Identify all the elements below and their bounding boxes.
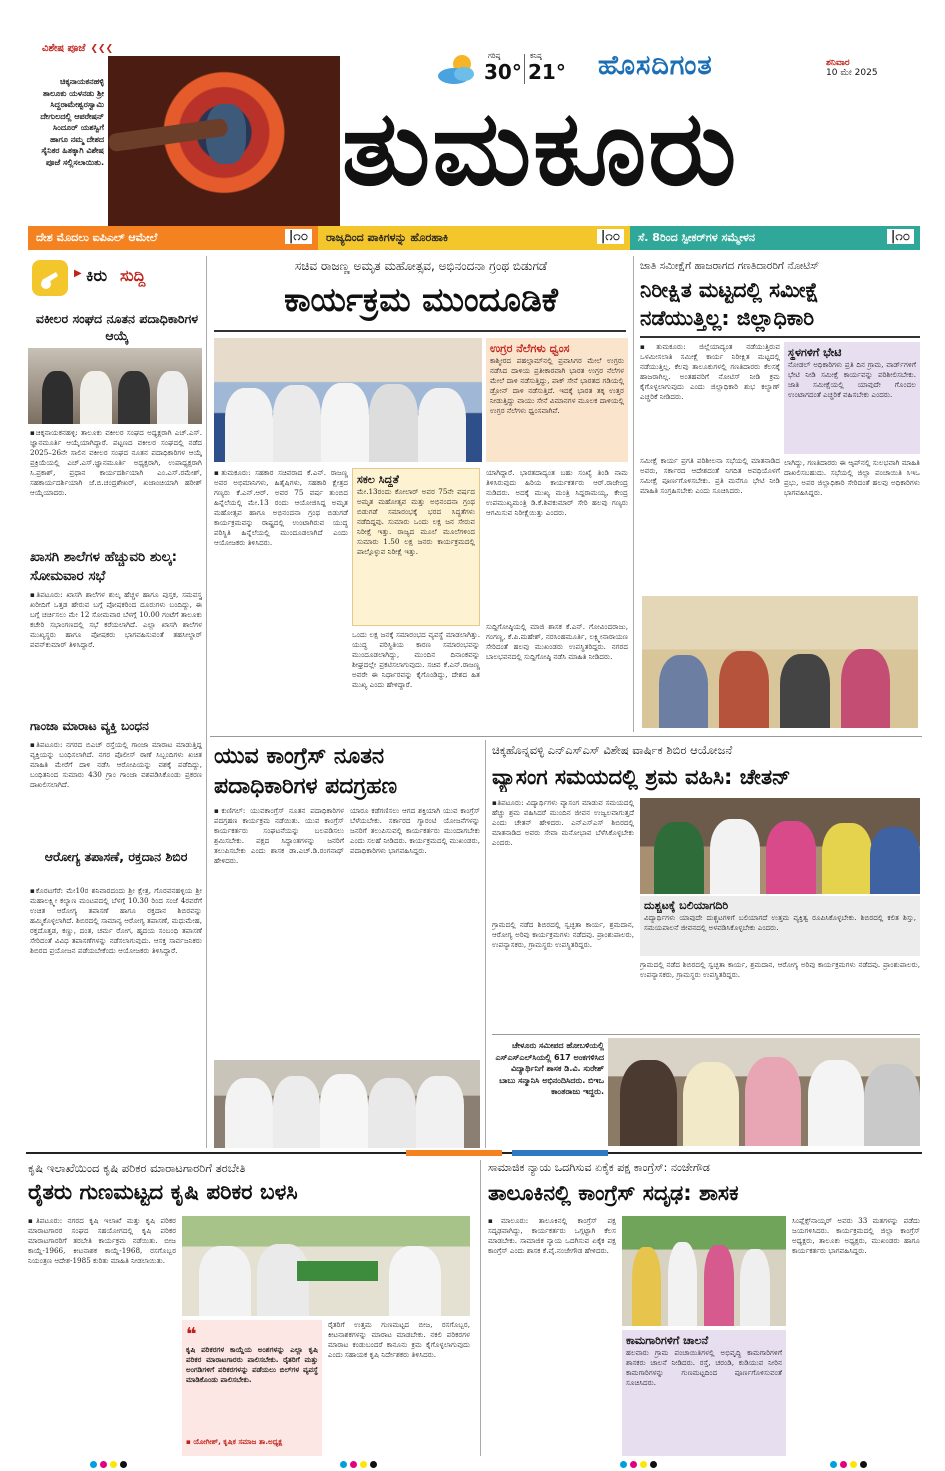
column-divider-left	[206, 256, 207, 1148]
youth-body-2: ಯಾರೂ ಕಡೆಗಣಿಸಲು ಆಗದ ಶಕ್ತಿಯಾಗಿ ಯುವ ಕಾಂಗ್ರೆಸ್ ಬೆಳೆಯಬೇಕು. ಸರ್ಕಾರದ ಗ್ಯಾರಂಟಿ ಯೋಜನೆಗಳನ್ನು ಜನರಿಗೆ ತಲುಪಿಸುವಲ್ಲಿ ಕಾರ್ಯಕರ್ತರು ಮುಂದಾಗಬೇಕು ಎಂದು ಸಲಹೆ ನೀಡಿದರು. ಕಾರ್ಯಕ್ರಮದಲ್ಲಿ ಮುಖಂಡರು, ಪದಾಧಿಕಾರಿಗಳು ಭಾಗವಹಿಸಿದ್ದರು.	[350, 806, 480, 855]
census-body-2: ಸಮೀಕ್ಷೆ ಕಾರ್ಯ ಪ್ರಗತಿ ಪರಿಶೀಲನಾ ಸಭೆಯಲ್ಲಿ ಮಾತನಾಡಿದ ಅವರು, ಸರ್ಕಾರದ ಆದೇಶದಂತೆ ನಿಗದಿತ ಅವಧಿಯೊಳಗೆ ಸಮೀಕ್ಷೆ ಪೂರ್ಣಗೊಳಿಸಬೇಕು. ಪ್ರತಿ ಮನೆಗೂ ಭೇಟಿ ನೀಡಿ ಮಾಹಿತಿ ಸಂಗ್ರಹಿಸಬೇಕು ಎಂದು ಸೂಚಿಸಿದರು.	[640, 456, 780, 495]
congress-body-2: ಸಿಂಪ್ಲೆಕ್ಸ್‌ನಾಯ್ಕರ್ ಅವರು 33 ಮತಗಳನ್ನು ಪಡೆದು ಜಯಗಳಿಸಿದರು. ಕಾರ್ಯಕ್ರಮದಲ್ಲಿ ಜಿಲ್ಲಾ ಕಾಂಗ್ರೆಸ್ ಅಧ್ಯಕ್ಷರು, ತಾಲೂಕು ಅಧ್ಯಕ್ಷರು, ಮುಖಂಡರು ಹಾಗೂ ಕಾರ್ಯಕರ್ತರು ಭಾಗವಹಿಸಿದ್ದರು.	[792, 1216, 920, 1255]
lead-headline: ಕಾರ್ಯಕ್ರಮ ಮುಂದೂಡಿಕೆ	[284, 280, 558, 319]
city-title: ತುಮಕೂರು	[342, 87, 739, 209]
kiru-suddi-header: ▶ ಕಿರು ಸುದ್ದಿ	[26, 256, 202, 300]
color-registration-marks	[90, 1460, 870, 1470]
nss-sidebar-box	[640, 896, 920, 956]
congress-story	[486, 1160, 922, 1460]
congress-sidebar-box	[622, 1330, 786, 1456]
nss-kicker: ಚಿಕ್ಕಹೊನ್ನವಳ್ಳಿ ಎನ್‌ಎಸ್‌ಎಸ್ ವಿಶೇಷ ವಾರ್ಷಿಕ ಶಿಬಿರ ಆಯೋಜನೆ	[492, 743, 733, 757]
farm-training-photo	[182, 1216, 470, 1316]
kiru-arrow-icon: ▶	[74, 268, 82, 279]
paper-logo: ಹೊಸದಿಗಂತ	[598, 50, 713, 81]
lead-story	[210, 256, 630, 732]
youth-body-1: ▪ಕುಣಿಗಲ್: ಯುವಕಾಂಗ್ರೆಸ್ ನೂತನ ಪದಾಧಿಕಾರಿಗಳ ಪದಗ್ರಹಣ ಕಾರ್ಯಕ್ರಮ ನಡೆಯಿತು. ಯುವ ಕಾಂಗ್ರೆಸ್ ಕಾರ್ಯಕರ್ತರು ಸಂಘಟನೆಯನ್ನು ಬಲಪಡಿಸಲು ಶ್ರಮಿಸಬೇಕು. ಪಕ್ಷದ ಸಿದ್ಧಾಂತಗಳನ್ನು ಜನರಿಗೆ ತಲುಪಿಸಬೇಕು ಎಂದು ಶಾಸಕ ಡಾ.ಎಚ್.ಡಿ.ರಂಗನಾಥ್ ಹೇಳಿದರು.	[214, 806, 344, 865]
student-honor-photo	[608, 1038, 920, 1146]
kiru-story-3-body: ▪ತಿಪಟೂರು: ನಗರದ ಬಿಎಚ್ ರಸ್ತೆಯಲ್ಲಿ ಗಾಂಜಾ ಮಾರಾಟ ಮಾಡುತ್ತಿದ್ದ ವ್ಯಕ್ತಿಯನ್ನು ಬಂಧಿಸಲಾಗಿದೆ. ನಗರ ಪೊಲೀಸ್ ಠಾಣೆ ಸಿಬ್ಬಂದಿಗಳು ಖಚಿತ ಮಾಹಿತಿ ಮೇರೆಗೆ ದಾಳಿ ನಡೆಸಿ ಆರೋಪಿಯನ್ನು ವಶಕ್ಕೆ ಪಡೆದಿದ್ದು, ಬಂಧಿತನಿಂದ ಸುಮಾರು 430 ಗ್ರಾಂ ಗಾಂಜಾ ವಶಪಡಿಸಿಕೊಂಡು ಪ್ರಕರಣ ದಾಖಲಿಸಲಾಗಿದೆ.	[30, 740, 202, 789]
strip-item-2[interactable]: ರಾಜ್ಯದಿಂದ ಪಾಕಿಗಳನ್ನು ಹೊರಹಾಕಿ |೧೦	[318, 226, 630, 250]
kiru-story-4-body: ▪ಕೊರಟಗೆರೆ: ಮೇ10ರ ಶನಿವಾರದಂದು ಶ್ರೀ ಕ್ಷೇತ್ರ, ಗೊರವನಹಳ್ಳಿಯ ಶ್ರೀ ಮಹಾಲಕ್ಷ್ಮೀ ಕಲ್ಯಾಣ ಮಂಟಪದಲ್ಲಿ ಬೆಳಗ್ಗೆ 10.30 ರಿಂದ ಸಂಜೆ 4ರವರೆಗೆ ಉಚಿತ ಆರೋಗ್ಯ ತಪಾಸಣೆ ಹಾಗೂ ರಕ್ತದಾನ ಶಿಬಿರವನ್ನು ಹಮ್ಮಿಕೊಳ್ಳಲಾಗಿದೆ. ಶಿಬಿರದಲ್ಲಿ ಸಾಮಾನ್ಯ ಆರೋಗ್ಯ ತಪಾಸಣೆ, ಮಧುಮೇಹ, ರಕ್ತದೊತ್ತಡ, ಕಣ್ಣು, ದಂತ, ಚರ್ಮ ರೋಗ, ಹೃದಯ ಸಂಬಂಧಿ ತಪಾಸಣೆ ಸೇರಿದಂತೆ ವಿವಿಧ ತಪಾಸಣೆಗಳನ್ನು ನಡೆಸಲಾಗುವುದು. ಆಸಕ್ತ ಸಾರ್ವಜನಿಕರು ಶಿಬಿರದ ಪ್ರಯೋಜನ ಪಡೆಯಬೇಕೆಂದು ಆಯೋಜಕರು ತಿಳಿಸಿದ್ದಾರೆ.	[30, 886, 202, 955]
farm-body-2: ರೈತರಿಗೆ ಉತ್ತಮ ಗುಣಮಟ್ಟದ ಬೀಜ, ರಸಗೊಬ್ಬರ, ಕೀಟನಾಶಕಗಳನ್ನು ಮಾರಾಟ ಮಾಡಬೇಕು. ನಕಲಿ ಪರಿಕರಗಳ ಮಾರಾಟ ಕಂಡುಬಂದರೆ ಕಾನೂನು ಕ್ರಮ ಕೈಗೊಳ್ಳಲಾಗುವುದು ಎಂದು ಸಹಾಯಕ ಕೃಷಿ ನಿರ್ದೇಶಕರು ತಿಳಿಸಿದರು.	[328, 1320, 470, 1359]
farm-story	[26, 1160, 474, 1460]
farm-headline: ರೈತರು ಗುಣಮಟ್ಟದ ಕೃಷಿ ಪರಿಕರ ಬಳಸಿ	[28, 1180, 298, 1205]
farm-body-1: ▪ತಿಪಟೂರು: ನಗರದ ಕೃಷಿ ಇಲಾಖೆ ಮತ್ತು ಕೃಷಿ ಪರಿಕರ ಮಾರಾಟಗಾರರ ಸಂಘದ ಸಹಯೋಗದಲ್ಲಿ ಕೃಷಿ ಪರಿಕರ ಮಾರಾಟಗಾರರಿಗೆ ತರಬೇತಿ ಕಾರ್ಯಕ್ರಮ ನಡೆಯಿತು. ಬೀಜ ಕಾಯ್ದೆ-1966, ಕೀಟನಾಶಕ ಕಾಯ್ದೆ-1968, ರಸಗೊಬ್ಬರ ನಿಯಂತ್ರಣ ಆದೇಶ-1985 ಕುರಿತು ಮಾಹಿತಿ ನೀಡಲಾಯಿತು.	[28, 1216, 176, 1265]
youth-headline-1: ಯುವ ಕಾಂಗ್ರೆಸ್ ನೂತನ	[214, 744, 385, 769]
congress-headline: ತಾಲೂಕಿನಲ್ಲಿ ಕಾಂಗ್ರೆಸ್ ಸದೃಢ: ಶಾಸಕ	[488, 1181, 739, 1205]
farm-quote-text: ಕೃಷಿ ಪರಿಕರಗಳ ಕಾಯ್ದೆಯ ಅಂಶಗಳನ್ನು ಎಲ್ಲಾ ಕೃಷಿ ಪರಿಕರ ಮಾರಾಟಗಾರರು ಪಾಲಿಸಬೇಕು. ರೈತರಿಗೆ ಮತ್ತು ಅಂಗಡಿಗಳಿಗೆ ಪರಿಕರಗಳನ್ನು ಪಡೆಯಲು ಬಿಲ್‌ಗಳ ವ್ಯವಸ್ಥೆ ಮಾಡಿಕೊಂಡು ಪಾಲಿಸಬೇಕು.	[186, 1345, 318, 1384]
lead-info-head: ಸಕಲ ಸಿದ್ಧತೆ	[357, 473, 399, 486]
press-meet-photo	[214, 338, 482, 462]
column-divider-youth	[485, 740, 486, 1148]
farm-quote-box	[182, 1320, 322, 1456]
census-kicker: ಜಾತಿ ಸಮೀಕ್ಷೆಗೆ ಹಾಜರಾಗದ ಗಣತಿದಾರರಿಗೆ ನೋಟಿಸ್	[640, 260, 820, 272]
nss-body-2: ಗ್ರಾಮದಲ್ಲಿ ನಡೆದ ಶಿಬಿರದಲ್ಲಿ ಸ್ವಚ್ಛತಾ ಕಾರ್ಯ, ಶ್ರಮದಾನ, ಆರೋಗ್ಯ ಅರಿವು ಕಾರ್ಯಕ್ರಮಗಳು ನಡೆದವು. ಪ್ರಾಂಶುಪಾಲರು, ಉಪನ್ಯಾಸಕರು, ಗ್ರಾಮಸ್ಥರು ಉಪಸ್ಥಿತರಿದ್ದರು.	[492, 920, 634, 949]
farm-quote-author: ▪ ಯೋಗೀಶ್, ಕೃಷಿಕ ಸಮಾಜ ತಾ.ಅಧ್ಯಕ್ಷ	[186, 1437, 283, 1446]
bar-accent-blue	[512, 1150, 608, 1156]
nss-sidebar-body: ವಿದ್ಯಾರ್ಥಿಗಳು ಯಾವುದೇ ದುಶ್ಚಟಗಳಿಗೆ ಬಲಿಯಾಗದೆ ಉತ್ತಮ ವ್ಯಕ್ತಿತ್ವ ರೂಪಿಸಿಕೊಳ್ಳಬೇಕು. ಶಿಬಿರದಲ್ಲಿ ಕಲಿತ ಶಿಸ್ತು, ಸಮಯಪಾಲನೆ ಜೀವನದಲ್ಲಿ ಅಳವಡಿಸಿಕೊಳ್ಳಬೇಕು ಎಂದರು.	[644, 913, 916, 932]
bottom-section-bar	[26, 1150, 922, 1156]
section-rule-1	[210, 736, 922, 737]
special-worship-caption: ಚಿಕ್ಕನಾಯಕನಹಳ್ಳಿ ತಾಲೂಕು ಯಳನಡು ಶ್ರೀ ಸಿದ್ದರಾಮೇಶ್ವರಸ್ವಾಮಿ ದೇಗುಲದಲ್ಲಿ ಆಪರೇಷನ್ ಸಿಂದೂರ್ ಯಶಸ್ವಿಗೆ ಹಾಗೂ ನಮ್ಮ ದೇಶದ ಸೈನಿಕರ ಹಿತಕ್ಕಾಗಿ ವಿಶೇಷ ಪೂಜೆ ಸಲ್ಲಿಸಲಾಯಿತು.	[40, 77, 104, 167]
kiru-story-3-head: ಗಾಂಜಾ ಮಾರಾಟ ವ್ಯಕ್ತಿ ಬಂಧನ	[30, 719, 149, 733]
kiru-story-1-head: ವಕೀಲರ ಸಂಘದ ನೂತನ ಪದಾಧಿಕಾರಿಗಳ ಆಯ್ಕೆ	[35, 311, 199, 343]
nss-bottom-rule	[492, 1034, 920, 1035]
census-rule	[640, 336, 920, 338]
student-honor-caption: ಚೇಳೂರು ಸಮೀಪದ ಹೋಬಳಿಯಲ್ಲಿ ಎಸ್‌ಎಸ್‌ಎಲ್‌ಸಿಯಲ್ಲಿ 617 ಅಂಕಗಳಿಸಿದ ವಿದ್ಯಾರ್ಥಿನಿಗೆ ಶಾಸಕ ಡಿ.ವಿ. ಸುರೇಶ್ ಬಾಬು ಸನ್ಮಾನಿಸಿ ಅಭಿನಂದಿಸಿದರು. ಬಿಇಒ ಕಾಂತರಾಜು ಇದ್ದರು.	[495, 1041, 604, 1096]
column-divider-mid	[633, 256, 634, 732]
lead-body-col-4: ಸುದ್ದಿಗೋಷ್ಠಿಯಲ್ಲಿ ಮಾಜಿ ಶಾಸಕ ಕೆ.ಎನ್. ಗೋವಿಂದರಾಜು, ಗಂಗಣ್ಣ, ಕೆ.ಪಿ.ಮಹೇಶ್, ನರಸಿಂಹಮೂರ್ತಿ, ಲಕ್ಷ್ಮೀನಾರಾಯಣ ಸೇರಿದಂತೆ ಹಲವು ಮುಖಂಡರು ಉಪಸ್ಥಿತರಿದ್ದರು. ನಗರದ ಬಾಲಭವನದಲ್ಲಿ ಸುದ್ದಿಗೋಷ್ಠಿ ನಡೆಸಿ ಮಾಹಿತಿ ನೀಡಿದರು.	[486, 622, 628, 661]
lead-sidebar-box	[486, 338, 628, 462]
lawyers-association-photo	[28, 348, 202, 424]
census-story	[638, 256, 922, 732]
congress-sidebar-head: ಕಾಮಗಾರಿಗಳಿಗೆ ಚಾಲನೆ	[626, 1334, 709, 1347]
census-body-3: ಲಾಗಿದ್ದು, ಗಣತಿದಾರರು ಈ ಆ್ಯಪ್‌ನಲ್ಲಿ ಸುಲಭವಾಗಿ ಮಾಹಿತಿ ದಾಖಲಿಸಬಹುದು. ಸಭೆಯಲ್ಲಿ ಜಿಲ್ಲಾ ಪಂಚಾಯಿತಿ ಸಿಇಒ ಪ್ರಭು, ಅಪರ ಜಿಲ್ಲಾಧಿಕಾರಿ ಸೇರಿದಂತೆ ಹಲವು ಅಧಿಕಾರಿಗಳು ಭಾಗವಹಿಸಿದ್ದರು.	[784, 458, 920, 497]
lead-sidebar-body: ಕಾಶ್ಮೀರದ ಪಹಲ್ಗಾಮ್‌ನಲ್ಲಿ ಪ್ರವಾಸಿಗರ ಮೇಲೆ ಉಗ್ರರು ನಡೆಸಿದ ದಾಳಿಯ ಪ್ರತೀಕಾರವಾಗಿ ಭಾರತ ಉಗ್ರರ ನೆಲೆಗಳ ಮೇಲೆ ದಾಳಿ ನಡೆಸುತ್ತಿದ್ದು, ಪಾಕ್ ಸೇನೆ ಭಾರತದ ಗಡಿಯಲ್ಲಿ ಡ್ರೋನ್ ದಾಳಿ ನಡೆಸುತ್ತಿದೆ. ಇದಕ್ಕೆ ಭಾರತ ತಕ್ಕ ಉತ್ತರ ನೀಡುತ್ತಿದ್ದು ವಾಯು ಸೇನೆ ವಿಮಾನಗಳ ಮೂಲಕ ದಾಳಿಯಲ್ಲಿ ಉಗ್ರರ ನೆಲೆಗಳು ಧ್ವಂಸವಾಗಿವೆ.	[490, 356, 624, 415]
special-worship-box	[38, 36, 338, 220]
nss-body-1: ▪ತಿಪಟೂರು: ವಿದ್ಯಾರ್ಥಿಗಳು ವ್ಯಾಸಂಗ ಮಾಡುವ ಸಮಯದಲ್ಲಿ ಹೆಚ್ಚು ಶ್ರಮ ವಹಿಸಿದರೆ ಮುಂದಿನ ಜೀವನ ಉಜ್ವಲವಾಗುತ್ತದೆ ಎಂದು ಚೇತನ್ ಹೇಳಿದರು. ಎನ್‌ಎಸ್‌ಎಸ್ ಶಿಬಿರದಲ್ಲಿ ಮಾತನಾಡಿದ ಅವರು ಸೇವಾ ಮನೋಭಾವ ಬೆಳೆಸಿಕೊಳ್ಳಬೇಕು ಎಂದರು.	[492, 798, 634, 847]
kiru-story-2-body: ▪ತಿಪಟೂರು: ಖಾಸಗಿ ಶಾಲೆಗಳ ಶುಲ್ಕ ಹೆಚ್ಚಳ ಹಾಗೂ ಪುಸ್ತಕ, ಸಮವಸ್ತ್ರ ಖರೀದಿಗೆ ಒತ್ತಡ ಹೇರುವ ಬಗ್ಗೆ ಪೋಷಕರಿಂದ ದೂರುಗಳು ಬಂದಿದ್ದು, ಈ ಬಗ್ಗೆ ಚರ್ಚಿಸಲು ಮೇ 12 ಸೋಮವಾರ ಬೆಳಗ್ಗೆ 10.00 ಗಂಟೆಗೆ ತಾಲೂಕು ಕಚೇರಿ ಸಭಾಂಗಣದಲ್ಲಿ ಸಭೆ ಕರೆಯಲಾಗಿದೆ. ಎಲ್ಲಾ ಖಾಸಗಿ ಶಾಲೆಗಳ ಮುಖ್ಯಸ್ಥರು ಹಾಗೂ ಪೋಷಕರು ಭಾಗವಹಿಸುವಂತೆ ತಹಸೀಲ್ದಾರ್ ಪವನ್‌ಕುಮಾರ್ ತಿಳಿಸಿದ್ದಾರೆ.	[30, 590, 202, 649]
kiru-story-4-head: ಆರೋಗ್ಯ ತಪಾಸಣೆ, ರಕ್ತದಾನ ಶಿಬಿರ	[44, 849, 188, 864]
kiru-story-1-body: ▪ಚಿಕ್ಕನಾಯಕನಹಳ್ಳಿ: ತಾಲೂಕು ವಕೀಲರ ಸಂಘದ ಅಧ್ಯಕ್ಷರಾಗಿ ಎಚ್.ಎಸ್. ಜ್ಞಾನಮೂರ್ತಿ ಆಯ್ಕೆಯಾಗಿದ್ದಾರೆ. ಪಟ್ಟಣದ ವಕೀಲರ ಸಂಘದಲ್ಲಿ ನಡೆದ 2025–26ನೇ ಸಾಲಿನ ವಕೀಲರ ಸಂಘದ ನೂತನ ಪದಾಧಿಕಾರಿಗಳ ಆಯ್ಕೆ ಪ್ರಕ್ರಿಯೆಯಲ್ಲಿ ಎಚ್.ಎಸ್.ಜ್ಞಾನಮೂರ್ತಿ ಅಧ್ಯಕ್ಷರಾಗಿ, ಉಪಾಧ್ಯಕ್ಷರಾಗಿ ಸಿ.ಪ್ರಕಾಶ್, ಪ್ರಧಾನ ಕಾರ್ಯದರ್ಶಿಯಾಗಿ ಎಂ.ಎಸ್.ರಮೇಶ್, ಸಹಕಾರ್ಯದರ್ಶಿಯಾಗಿ ಜೆ.ಬಿ.ಚಂದ್ರಶೇಖರ್, ಖಜಾಂಚಿಯಾಗಿ ಹರೀಶ್ ಆಯ್ಕೆಯಾದರು.	[30, 428, 202, 497]
lead-info-body: ಮೇ.13ರಂದು ಕೋಲಾರ್ ಅವರ 75ನೇ ವರ್ಷದ ಅಮೃತ ಮಹೋತ್ಸವ ಮತ್ತು ಅಭಿನಂದನಾ ಗ್ರಂಥ ಬಿಡುಗಡೆ ಸಮಾರಂಭಕ್ಕೆ ಭರದ ಸಿದ್ಧತೆಗಳು ನಡೆದಿದ್ದವು. ಸುಮಾರು ಒಂದು ಲಕ್ಷ ಜನ ಸೇರುವ ನಿರೀಕ್ಷೆ ಇತ್ತು. ರಾಜ್ಯದ ಮೂಲೆ ಮೂಲೆಗಳಿಂದ ಸುಮಾರು 1.50 ಲಕ್ಷ ಜನರು ಕಾರ್ಯಕ್ರಮದಲ್ಲಿ ಪಾಲ್ಗೊಳ್ಳುವ ನಿರೀಕ್ಷೆ ಇತ್ತು.	[357, 487, 475, 556]
census-headline-1: ನಿರೀಕ್ಷಿತ ಮಟ್ಟದಲ್ಲಿ ಸಮೀಕ್ಷೆ	[640, 278, 819, 302]
temple-photo	[108, 56, 340, 226]
lead-body-col-2: ಒಂದು ಲಕ್ಷ ಜನಕ್ಕೆ ಸಮಾರಂಭದ ವ್ಯವಸ್ಥೆ ಮಾಡಲಾಗಿತ್ತು. ಯುದ್ಧ ಪರಿಸ್ಥಿತಿಯ ಕಾರಣ ಸಮಾರಂಭವನ್ನು ಮುಂದೂಡಲಾಗಿದ್ದು, ಮುಂದಿನ ದಿನಾಂಕವನ್ನು ಶೀಘ್ರದಲ್ಲೇ ಪ್ರಕಟಿಸಲಾಗುವುದು. ಸಚಿವ ಕೆ.ಎನ್.ರಾಜಣ್ಣ ಅವರೇ ಈ ನಿರ್ಧಾರವನ್ನು ಕೈಗೊಂಡಿದ್ದು, ದೇಶದ ಹಿತ ಮುಖ್ಯ ಎಂದು ಹೇಳಿದ್ದಾರೆ.	[352, 630, 480, 689]
farm-kicker: ಕೃಷಿ ಇಲಾಖೆಯಿಂದ ಕೃಷಿ ಪರಿಕರ ಮಾರಾಟಗಾರರಿಗೆ ತರಬೇತಿ	[28, 1161, 246, 1175]
column-divider-bottom	[480, 1160, 481, 1456]
congress-event-photo	[622, 1216, 786, 1326]
nss-headline: ವ್ಯಾಸಂಗ ಸಮಯದಲ್ಲಿ ಶ್ರಮ ವಹಿಸಿ: ಚೇತನ್	[492, 765, 791, 789]
kiru-story-2-head: ಖಾಸಗಿ ಶಾಲೆಗಳ ಹೆಚ್ಚುವರಿ ಶುಲ್ಕ: ಸೋಮವಾರ ಸಭೆ	[30, 549, 177, 584]
weather-widget: ಗರಿಷ್ಠ 30° ಕನಿಷ್ಠ 21°	[436, 46, 566, 94]
bar-accent-orange	[406, 1150, 502, 1156]
congress-sidebar-body: ಹಲವಾರು ಗ್ರಾಮ ಪಂಚಾಯಿತಿಗಳಲ್ಲಿ ಅಭಿವೃದ್ಧಿ ಕಾಮಗಾರಿಗಳಿಗೆ ಶಾಸಕರು ಚಾಲನೆ ನೀಡಿದರು. ರಸ್ತೆ, ಚರಂಡಿ, ಕುಡಿಯುವ ನೀರಿನ ಕಾಮಗಾರಿಗಳನ್ನು ಗುಣಮಟ್ಟದಿಂದ ಪೂರ್ಣಗೊಳಿಸುವಂತೆ ಸೂಚಿಸಿದರು.	[626, 1348, 782, 1387]
lead-kicker: ಸಚಿವ ರಾಜಣ್ಣ ಅಮೃತ ಮಹೋತ್ಸವ, ಅಭಿನಂದನಾ ಗ್ರಂಥ ಬಿಡುಗಡೆ	[294, 259, 548, 273]
lead-body-col-3: ಯಾಗಿದ್ದಾರೆ. ಭಾರತದಾದ್ಯಂತ ಬಹು ಸಂಖ್ಯೆ ತಿಂಡಿ ನಾಮ ತಿಳಿಸಿರುವುದು ಹಿರಿಯ ಕಾರ್ಯಕರ್ತರು ಆರ್.ರಾಜೇಂದ್ರ ನುಡಿದರು. ಅದಕ್ಕೆ ಮುಖ್ಯ ಮಂತ್ರಿ ಸಿದ್ದರಾಮಯ್ಯ, ಕೇಂದ್ರ ಉಪಮುಖ್ಯಮಂತ್ರಿ ಡಿ.ಕೆ.ಶಿವಕುಮಾರ್ ಸೇರಿ ಹಲವು ಗಣ್ಯರು ಆಗಮಿಸುವ ನಿರೀಕ್ಷೆಯಿತ್ತು ಎಂದರು.	[486, 468, 628, 517]
lead-rule	[214, 330, 626, 332]
nss-body-3: ಗ್ರಾಮದಲ್ಲಿ ನಡೆದ ಶಿಬಿರದಲ್ಲಿ ಸ್ವಚ್ಛತಾ ಕಾರ್ಯ, ಶ್ರಮದಾನ, ಆರೋಗ್ಯ ಅರಿವು ಕಾರ್ಯಕ್ರಮಗಳು ನಡೆದವು. ಪ್ರಾಂಶುಪಾಲರು, ಉಪನ್ಯಾಸಕರು, ಗ್ರಾಮಸ್ಥರು ಉಪಸ್ಥಿತರಿದ್ದರು.	[640, 960, 920, 979]
census-meeting-photo	[642, 596, 918, 728]
special-worship-tag: ವಿಶೇಷ ಪೂಜೆ ❮❮❮	[42, 43, 114, 54]
youth-congress-story	[210, 740, 482, 1148]
youth-congress-photo	[214, 1060, 480, 1148]
lead-info-box	[352, 468, 480, 626]
quote-icon: ❝	[186, 1324, 197, 1345]
nss-camp-photo	[640, 798, 920, 894]
census-sidebar-box	[784, 342, 920, 454]
pointing-hand-icon	[32, 260, 68, 296]
lead-sidebar-head: ಉಗ್ರರ ನೆಲೆಗಳು ಧ್ವಂಸ	[490, 342, 570, 355]
census-sidebar-body: ನೋಡಲ್ ಅಧಿಕಾರಿಗಳು ಪ್ರತಿ ದಿನ ಗ್ರಾಮ, ವಾರ್ಡ್‌ಗಳಿಗೆ ಭೇಟಿ ನೀಡಿ ಸಮೀಕ್ಷೆ ಕಾರ್ಯವನ್ನು ಪರಿಶೀಲಿಸಬೇಕು. ಜಾತಿ ಸಮೀಕ್ಷೆಯಲ್ಲಿ ಯಾವುದೇ ಗೊಂದಲ ಉಂಟಾಗದಂತೆ ಎಚ್ಚರಿಕೆ ವಹಿಸಬೇಕು ಎಂದರು.	[788, 360, 916, 399]
youth-headline-2: ಪದಾಧಿಕಾರಿಗಳ ಪದಗ್ರಹಣ	[214, 774, 398, 799]
congress-kicker: ಸಾಮಾಜಿಕ ನ್ಯಾಯ ಒದಗಿಸುವ ಏಕೈಕ ಪಕ್ಷ ಕಾಂಗ್ರೆಸ್: ನಂಜೇಗೌಡ	[488, 1161, 710, 1174]
census-sidebar-head: ಸ್ಥಳಗಳಿಗೆ ಭೇಟಿ	[788, 346, 842, 359]
congress-body-1: ▪ಮಾಲೂರು: ತಾಲೂಕಿನಲ್ಲಿ ಕಾಂಗ್ರೆಸ್ ಪಕ್ಷ ಸದೃಢವಾಗಿದ್ದು, ಕಾರ್ಯಕರ್ತರು ಒಗ್ಗಟ್ಟಾಗಿ ಕೆಲಸ ಮಾಡಬೇಕು. ಸಾಮಾಜಿಕ ನ್ಯಾಯ ಒದಗಿಸುವ ಏಕೈಕ ಪಕ್ಷ ಕಾಂಗ್ರೆಸ್ ಎಂದು ಶಾಸಕ ಕೆ.ವೈ.ನಂಜೇಗೌಡ ಹೇಳಿದರು.	[488, 1216, 616, 1255]
lead-body-col-1: ▪ತುಮಕೂರು: ಸಹಕಾರ ಸಚಿವರಾದ ಕೆ.ಎನ್. ರಾಜಣ್ಣ ಅವರ ಅಭಿಮಾನಿಗಳು, ಹಿತೈಷಿಗಳು, ಸಹಕಾರಿ ಕ್ಷೇತ್ರದ ಗಣ್ಯರು ಕೆ.ಎನ್.ಆರ್. ಅವರ 75 ವರ್ಷ ತುಂಬಿದ ಹಿನ್ನೆಲೆಯಲ್ಲಿ ಮೇ.13 ರಂದು ಆಯೋಜಿಸಿದ್ದ ಅಮೃತ ಮಹೋತ್ಸವ ಹಾಗೂ ಅಭಿನಂದನಾ ಗ್ರಂಥ ಬಿಡುಗಡೆ ಕಾರ್ಯಕ್ರಮವನ್ನು ರಾಷ್ಟ್ರದಲ್ಲಿ ಉಂಟಾಗಿರುವ ಯುದ್ಧ ಪರಿಸ್ಥಿತಿ ಹಿನ್ನೆಲೆಯಲ್ಲಿ ಮುಂದೂಡಲಾಗಿದೆ ಎಂದು ಆಯೋಜಕರು ತಿಳಿಸಿದರು.	[214, 468, 348, 547]
issue-date: ಶನಿವಾರ 10 ಮೇ 2025	[826, 58, 878, 78]
nss-sidebar-head: ದುಶ್ಚಟಕ್ಕೆ ಬಲಿಯಾಗದಿರಿ	[644, 899, 729, 912]
chevron-icon: ❮❮❮	[90, 44, 114, 54]
strip-item-1[interactable]: ದೇಶ ಮೊದಲು ಐಪಿಎಲ್ ಆಮೇಲೆ |೧೦	[28, 226, 318, 250]
census-headline-2: ನಡೆಯುತ್ತಿಲ್ಲ: ಜಿಲ್ಲಾಧಿಕಾರಿ	[640, 306, 815, 330]
census-body-1: ▪ತುಮಕೂರು: ಜಿಲ್ಲೆಯಾದ್ಯಂತ ನಡೆಯುತ್ತಿರುವ ಒಳಮೀಸಲಾತಿ ಸಮೀಕ್ಷೆ ಕಾರ್ಯ ನಿರೀಕ್ಷಿತ ಮಟ್ಟದಲ್ಲಿ ನಡೆಯುತ್ತಿಲ್ಲ. ಕೆಲವು ತಾಲೂಕುಗಳಲ್ಲಿ ಗಣತಿದಾರರು ಕೆಲಸಕ್ಕೆ ಹಾಜರಾಗಿಲ್ಲ. ಅಂತಹವರಿಗೆ ನೋಟಿಸ್ ನೀಡಿ ಕ್ರಮ ಕೈಗೊಳ್ಳಲಾಗುವುದು ಎಂದು ಜಿಲ್ಲಾಧಿಕಾರಿ ಶುಭ ಕಲ್ಯಾಣ್ ಎಚ್ಚರಿಕೆ ನೀಡಿದರು.	[640, 342, 780, 401]
strip-item-3[interactable]: ಸೆ. 8ರಿಂದ ಸ್ಪೀಕರ್‌ಗಳ ಸಮ್ಮೇಳನ |೧೦	[630, 226, 920, 250]
nss-story	[490, 740, 922, 1148]
